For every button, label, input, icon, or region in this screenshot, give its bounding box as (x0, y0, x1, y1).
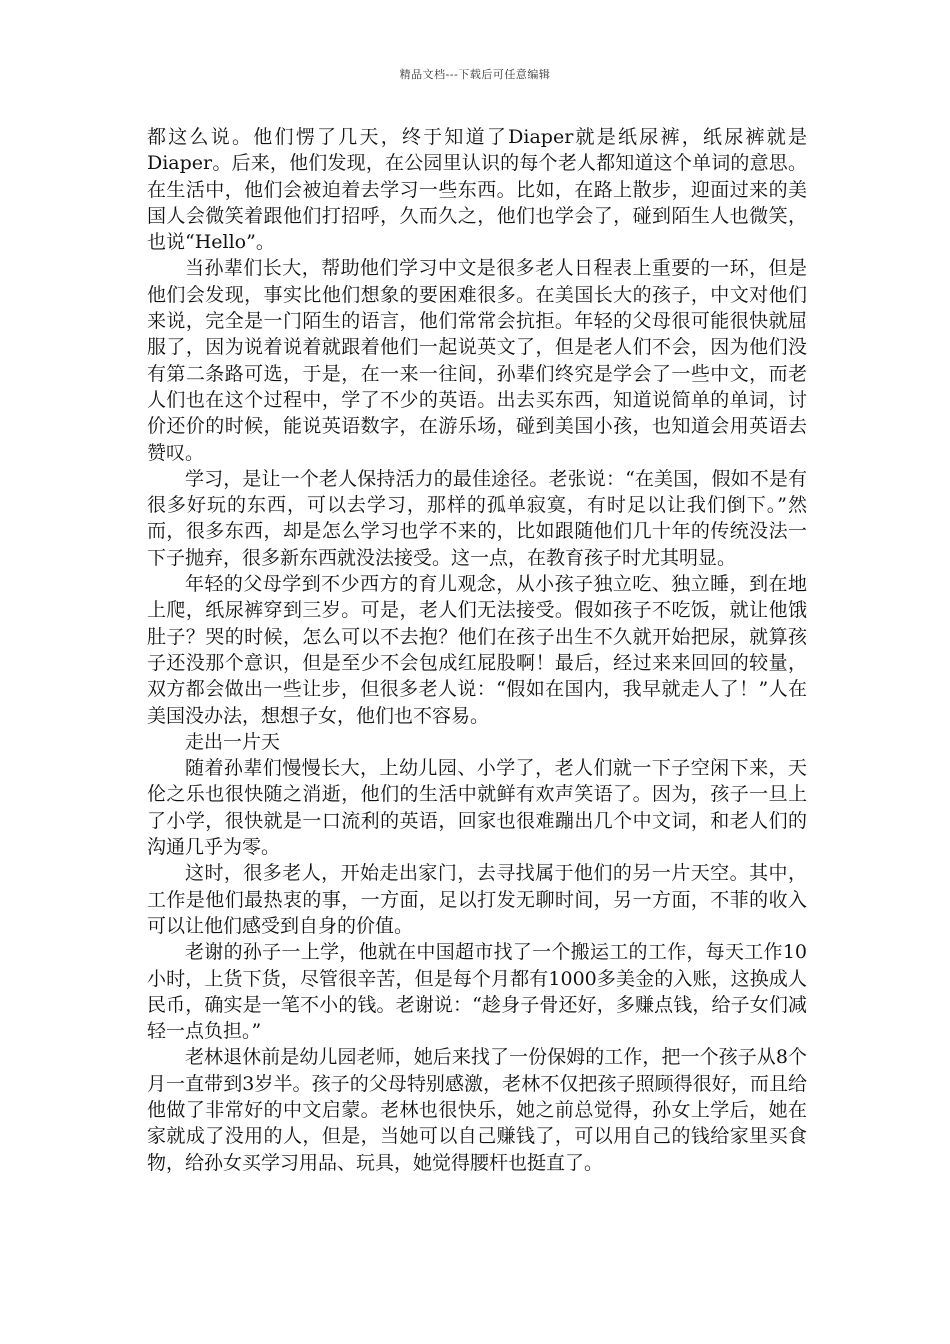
paragraph-4: 年轻的父母学到不少西方的育儿观念，从小孩子独立吃、独立睡，到在地上爬，纸尿裤穿到三岁。可是，老人们无法接受。假如孩子不吃饭，就让他饿肚子？哭的时候，怎么可以不去抱？他们在孩子出生不久就开始把尿，就算孩子还没那个意识，但是至少不会包成红屁股啊！最后，经过来来回回的较量，双方都会做出一些让步，但很多老人说：“假如在国内，我早就走人了！”人在美国没办法，想想子女，他们也不容易。 (147, 573, 807, 727)
section-heading: 走出一片天 (185, 730, 281, 753)
paragraph-5: 随着孙辈们慢慢长大，上幼儿园、小学了，老人们就一下子空闲下来，天伦之乐也很快随之消逝，他们的生活中就鲜有欢声笑语了。因为，孩子一旦上了小学，很快就是一口流利的英语，回家也很难蹦出几个中文词，和老人们的沟通几乎为零。 (147, 757, 807, 859)
page-header: 精品文档---下载后可任意编辑 (399, 68, 551, 81)
paragraph-7: 老谢的孙子一上学，他就在中国超市找了一个搬运工的工作，每天工作10小时，上货下货，尽管很辛苦，但是每个月都有1000多美金的入账，这换成人民币，确实是一笔不小的钱。老谢说：“趁身子骨还好，多赚点钱，给子女们减轻一点负担。” (147, 941, 807, 1043)
paragraph-8: 老林退休前是幼儿园老师，她后来找了一份保姆的工作，把一个孩子从8个月一直带到3岁半。孩子的父母特别感激，老林不仅把孩子照顾得很好，而且给他做了非常好的中文启蒙。老林也很快乐，她之前总觉得，孙女上学后，她在家就成了没用的人，但是，当她可以自己赚钱了，可以用自己的钱给家里买食物，给孙女买学习用品、玩具，她觉得腰杆也挺直了。 (147, 1046, 807, 1174)
paragraph-1: 都这么说。他们愣了几天，终于知道了Diaper就是纸尿裤，纸尿裤就是Diaper。后来，他们发现，在公园里认识的每个老人都知道这个单词的意思。在生活中，他们会被迫着去学习一些东西。比如，在路上散步，迎面过来的美国人会微笑着跟他们打招呼，久而久之，他们也学会了，碰到陌生人也微笑，也说“Hello”。 (147, 126, 807, 254)
paragraph-6: 这时，很多老人，开始走出家门，去寻找属于他们的另一片天空。其中，工作是他们最热衷的事，一方面，足以打发无聊时间，另一方面，不菲的收入可以让他们感受到自身的价值。 (147, 862, 807, 937)
paragraph-2: 当孙辈们长大，帮助他们学习中文是很多老人日程表上重要的一环，但是他们会发现，事实比他们想象的要困难很多。在美国长大的孩子，中文对他们来说，完全是一门陌生的语言，他们常常会抗拒。年轻的父母很可能很快就屈服了，因为说着说着就跟着他们一起说英文了，但是老人们不会，因为他们没有第二条路可选，于是，在一来一往间，孙辈们终究是学会了一些中文，而老人们也在这个过程中，学了不少的英语。出去买东西，知道说简单的单词，讨价还价的时候，能说英语数字，在游乐场，碰到美国小孩，也知道会用英语去赞叹。 (147, 257, 807, 464)
paragraph-3: 学习，是让一个老人保持活力的最佳途径。老张说：“在美国，假如不是有很多好玩的东西，可以去学习，那样的孤单寂寞，有时足以让我们倒下。”然而，很多东西，却是怎么学习也学不来的，比如跟随他们几十年的传统没法一下子抛弃，很多新东西就没法接受。这一点，在教育孩子时尤其明显。 (147, 467, 807, 569)
document-body (147, 124, 807, 1176)
